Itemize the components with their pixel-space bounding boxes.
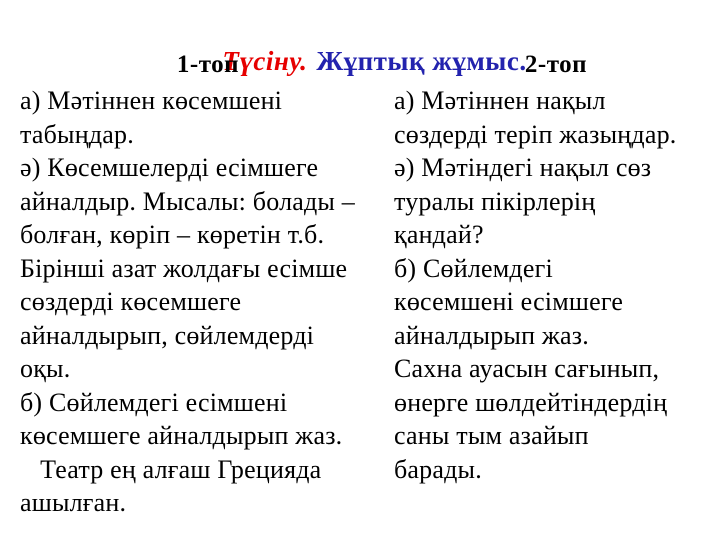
group-1-task-text [20,84,396,520]
text-line: а) Мәтіннен нақыл [394,86,606,115]
group-2-task-text [394,84,718,486]
group-1-header: 1-топ [176,51,240,78]
text-line: туралы пікірлерің [394,186,596,216]
text-line: Театр ең алғаш Грецияда [20,454,322,484]
text-line: оқы. [20,354,71,383]
text-line: ә) Көсемшелерді есімшеге [20,153,319,182]
group-1-column [20,49,396,520]
title-pair-work: Жұптық жұмыс. [316,46,527,76]
group-2-column [394,49,718,486]
text-line: болған, көріп – көретін т.б. [20,220,325,249]
group-2-header: 2-топ [524,51,588,78]
text-line: көсемшеге айналдырып жаз. [20,421,343,450]
text-line: б) Сөйлемдегі [394,253,553,283]
text-line: а) Мәтіннен көсемшені [20,86,283,115]
text-line: барады. [394,454,482,484]
text-line: қандай? [394,220,484,249]
text-line: б) Сөйлемдегі есімшені [20,387,288,417]
text-line: өнерге шөлдейтіндердің [394,387,668,417]
text-line: айналдырып жаз. [394,320,589,350]
text-line: айналдыр. Мысалы: болады – [20,186,355,216]
text-line: табыңдар. [20,119,134,149]
text-line: айналдырып, сөйлемдерді [20,320,315,350]
text-line: саны тым азайып [394,421,589,450]
text-line: ә) Мәтіндегі нақыл сөз [394,153,652,182]
text-line: Сахна ауасын сағынып, [394,354,660,383]
title-understanding: Түсіну. [222,46,308,76]
text-line: сөздерді көсемшеге [20,287,242,316]
text-line: Бірінші азат жолдағы есімше [20,253,348,283]
text-line: ашылған. [20,488,127,517]
text-line: сөздерді теріп жазыңдар. [394,119,677,149]
text-line: көсемшені есімшеге [394,287,624,316]
